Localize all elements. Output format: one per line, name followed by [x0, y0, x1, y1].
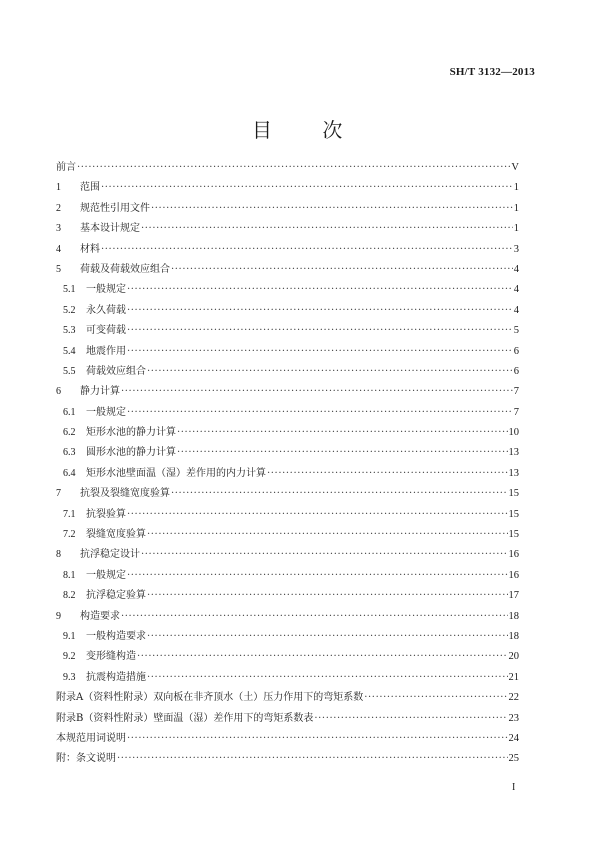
toc-entry-label: 荷载及荷载效应组合 [80, 263, 170, 275]
toc-entry-page: 4 [513, 304, 519, 316]
toc-entry-title [56, 545, 140, 565]
leader-dots [127, 729, 508, 749]
toc-entry-page: 4 [513, 263, 519, 275]
toc-entry-title [63, 627, 146, 647]
toc-entry-title [63, 668, 146, 688]
toc-entry-title [63, 464, 266, 484]
toc-entry-title [56, 484, 170, 504]
toc-entry-title [63, 280, 126, 300]
leader-dots [171, 484, 508, 504]
toc-entry[interactable] [56, 627, 519, 647]
toc-entry-number: 5.5 [63, 365, 76, 377]
toc-entry-label: 抗浮稳定验算 [86, 590, 146, 602]
document-code: SH/T 3132—2013 [449, 66, 535, 78]
toc-entry-number: 5.3 [63, 325, 76, 337]
toc-entry-label: 材料 [80, 243, 100, 255]
toc-entry-number: 5.2 [63, 304, 76, 316]
toc-entry-label: 永久荷载 [86, 304, 126, 316]
toc-entry-label: 抗裂验算 [86, 508, 126, 520]
toc-entry-title [63, 586, 146, 606]
toc-entry-number: 1 [56, 182, 61, 194]
leader-dots [151, 199, 513, 219]
toc-entry-title [56, 219, 140, 239]
leader-dots [127, 301, 513, 321]
toc-entry-label: 基本设计规定 [80, 223, 140, 235]
toc-title: 目 次 [252, 118, 365, 142]
toc-entry-number: 6.1 [63, 406, 76, 418]
toc-entry-label: 规范性引用文件 [80, 202, 150, 214]
leader-dots [137, 647, 508, 667]
toc-entry-label: 一般构造要求 [86, 630, 146, 642]
leader-dots [101, 240, 513, 260]
leader-dots [127, 566, 508, 586]
toc-entry-number: 9.3 [63, 671, 76, 683]
leader-dots [127, 505, 508, 525]
toc-entry-title [56, 688, 363, 708]
toc-entry-label: 抗裂及裂缝宽度验算 [80, 488, 170, 500]
toc-entry[interactable] [56, 607, 519, 627]
toc-entry-label: 附录B（资料性附录）壁面温（湿）差作用下的弯矩系数表 [56, 712, 314, 724]
toc-entry-page: 7 [513, 386, 519, 398]
toc-entry-title [63, 403, 126, 423]
toc-entry-number: 8.1 [63, 569, 76, 581]
toc-entry-number: 7.2 [63, 529, 76, 541]
toc-entry[interactable] [56, 729, 519, 749]
toc-entry-page: 3 [513, 243, 519, 255]
leader-dots [364, 688, 507, 708]
toc-entry-number: 7 [56, 488, 61, 500]
toc-entry-label: 圆形水池的静力计算 [86, 447, 176, 459]
leader-dots [147, 668, 508, 688]
toc-entry[interactable] [56, 219, 519, 239]
toc-entry-label: 一般规定 [86, 284, 126, 296]
toc-entry[interactable] [56, 688, 519, 708]
toc-entry-page: 13 [508, 467, 519, 479]
leader-dots [171, 260, 513, 280]
toc-entry[interactable] [56, 709, 519, 729]
leader-dots [127, 403, 513, 423]
toc-entry-label: 裂缝宽度验算 [86, 529, 146, 541]
toc-entry-label: 构造要求 [80, 610, 120, 622]
leader-dots [177, 443, 508, 463]
toc-entry[interactable] [56, 158, 519, 178]
leader-dots [147, 627, 508, 647]
leader-dots [127, 342, 513, 362]
toc-entry-page: 21 [508, 671, 519, 683]
toc-entry-title [63, 423, 176, 443]
toc-entry-page: 20 [508, 651, 519, 663]
toc-entry[interactable] [56, 586, 519, 606]
toc-entry[interactable] [56, 464, 519, 484]
toc-entry-number: 7.1 [63, 508, 76, 520]
toc-entry-page: 16 [508, 569, 519, 581]
toc-entry-page: 17 [508, 590, 519, 602]
toc-entry-number: 4 [56, 243, 61, 255]
toc-entry[interactable] [56, 321, 519, 341]
toc-entry-number: 9 [56, 610, 61, 622]
toc-entry-number: 2 [56, 202, 61, 214]
toc-entry-title [56, 729, 126, 749]
toc-entry-number: 5.1 [63, 284, 76, 296]
leader-dots [77, 158, 510, 178]
toc-entry-page: 1 [513, 202, 519, 214]
toc-entry-page: 13 [508, 447, 519, 459]
leader-dots [147, 525, 508, 545]
toc-entry-page: 18 [508, 610, 519, 622]
toc-entry-page: 10 [508, 427, 519, 439]
toc-entry-page: 24 [508, 732, 519, 744]
leader-dots [147, 362, 513, 382]
toc-entry-label: 范围 [80, 182, 100, 194]
toc-entry[interactable] [56, 443, 519, 463]
toc-entry-label: 地震作用 [86, 345, 126, 357]
toc-entry-title [63, 342, 126, 362]
toc-entry-title [56, 178, 100, 198]
toc-entry[interactable] [56, 749, 519, 769]
toc-entry-page: 23 [508, 712, 519, 724]
toc-entry-number: 8.2 [63, 590, 76, 602]
toc-entry-number: 6.4 [63, 467, 76, 479]
toc-entry[interactable] [56, 199, 519, 219]
toc-entry-title [63, 505, 126, 525]
toc-entry-number: 6.2 [63, 427, 76, 439]
toc-entry-number: 6 [56, 386, 61, 398]
toc-entry-page: 15 [508, 529, 519, 541]
toc-entry-number: 5.4 [63, 345, 76, 357]
toc-entry-title [56, 158, 76, 178]
toc-entry-title [56, 382, 120, 402]
toc-entry-page: 6 [513, 365, 519, 377]
toc-entry-label: 荷载效应组合 [86, 365, 146, 377]
toc-entry-page: 15 [508, 488, 519, 500]
toc-entry[interactable] [56, 505, 519, 525]
toc-entry-page: 5 [513, 325, 519, 337]
toc-entry-title [63, 566, 126, 586]
toc-entry-page: 6 [513, 345, 519, 357]
toc-entry-number: 9.1 [63, 630, 76, 642]
toc-entry-title [56, 709, 313, 729]
toc-entry-label: 矩形水池的静力计算 [86, 427, 176, 439]
toc-entry[interactable] [56, 178, 519, 198]
toc-entry-number: 5 [56, 263, 61, 275]
toc-entry-title [63, 321, 126, 341]
toc-entry-label: 附录A（资料性附录）双向板在非齐顶水（土）压力作用下的弯矩系数 [56, 692, 364, 704]
toc-entry-title [56, 199, 150, 219]
toc-entry[interactable] [56, 423, 519, 443]
toc-entry-title [63, 443, 176, 463]
toc-entry-label: 变形缝构造 [86, 651, 136, 663]
toc-entry[interactable] [56, 240, 519, 260]
toc-entry[interactable] [56, 545, 519, 565]
leader-dots [121, 607, 508, 627]
toc-entry-label: 矩形水池壁面温（湿）差作用的内力计算 [86, 467, 266, 479]
toc-entry-number: 6.3 [63, 447, 76, 459]
leader-dots [127, 321, 513, 341]
toc-entry[interactable] [56, 566, 519, 586]
toc-entry[interactable] [56, 484, 519, 504]
leader-dots [101, 178, 513, 198]
toc-entry-number: 3 [56, 223, 61, 235]
table-of-contents [56, 158, 519, 770]
toc-entry-page: 1 [513, 223, 519, 235]
toc-entry[interactable] [56, 280, 519, 300]
toc-entry-label: 可变荷载 [86, 325, 126, 337]
toc-entry-label: 前言 [56, 162, 76, 173]
leader-dots [147, 586, 508, 606]
toc-entry-page: 1 [513, 182, 519, 194]
leader-dots [127, 280, 513, 300]
toc-entry-title [63, 525, 146, 545]
toc-entry-page: 16 [508, 549, 519, 561]
toc-entry-label: 静力计算 [80, 386, 120, 398]
toc-entry[interactable] [56, 342, 519, 362]
toc-entry-title [63, 362, 146, 382]
toc-entry[interactable] [56, 525, 519, 545]
toc-entry[interactable] [56, 382, 519, 402]
toc-entry-title [63, 301, 126, 321]
leader-dots [141, 219, 513, 239]
toc-entry-page: 7 [513, 406, 519, 418]
toc-entry-label: 一般规定 [86, 406, 126, 418]
toc-entry[interactable] [56, 301, 519, 321]
toc-entry-page: 25 [508, 753, 519, 765]
toc-entry[interactable] [56, 668, 519, 688]
toc-entry-label: 抗浮稳定设计 [80, 549, 140, 561]
toc-entry-page: 22 [508, 692, 519, 704]
toc-entry-title [56, 240, 100, 260]
leader-dots [141, 545, 508, 565]
toc-entry-page: V [511, 162, 519, 173]
toc-entry-label: 附：条文说明 [56, 753, 116, 765]
leader-dots [117, 749, 508, 769]
leader-dots [177, 423, 508, 443]
toc-entry[interactable] [56, 403, 519, 423]
leader-dots [314, 709, 507, 729]
toc-entry-title [56, 607, 120, 627]
toc-entry-page: 18 [508, 630, 519, 642]
toc-entry[interactable] [56, 362, 519, 382]
toc-entry-title [56, 260, 170, 280]
leader-dots [267, 464, 508, 484]
toc-entry[interactable] [56, 260, 519, 280]
toc-entry-number: 8 [56, 549, 61, 561]
leader-dots [121, 382, 513, 402]
toc-entry-label: 抗震构造措施 [86, 671, 146, 683]
toc-entry-page: 4 [513, 284, 519, 296]
toc-entry[interactable] [56, 647, 519, 667]
page-number: I [512, 782, 516, 793]
toc-entry-page: 15 [508, 508, 519, 520]
toc-entry-title [56, 749, 116, 769]
toc-entry-label: 一般规定 [86, 569, 126, 581]
toc-entry-label: 本规范用词说明 [56, 732, 126, 744]
toc-entry-title [63, 647, 136, 667]
toc-entry-number: 9.2 [63, 651, 76, 663]
